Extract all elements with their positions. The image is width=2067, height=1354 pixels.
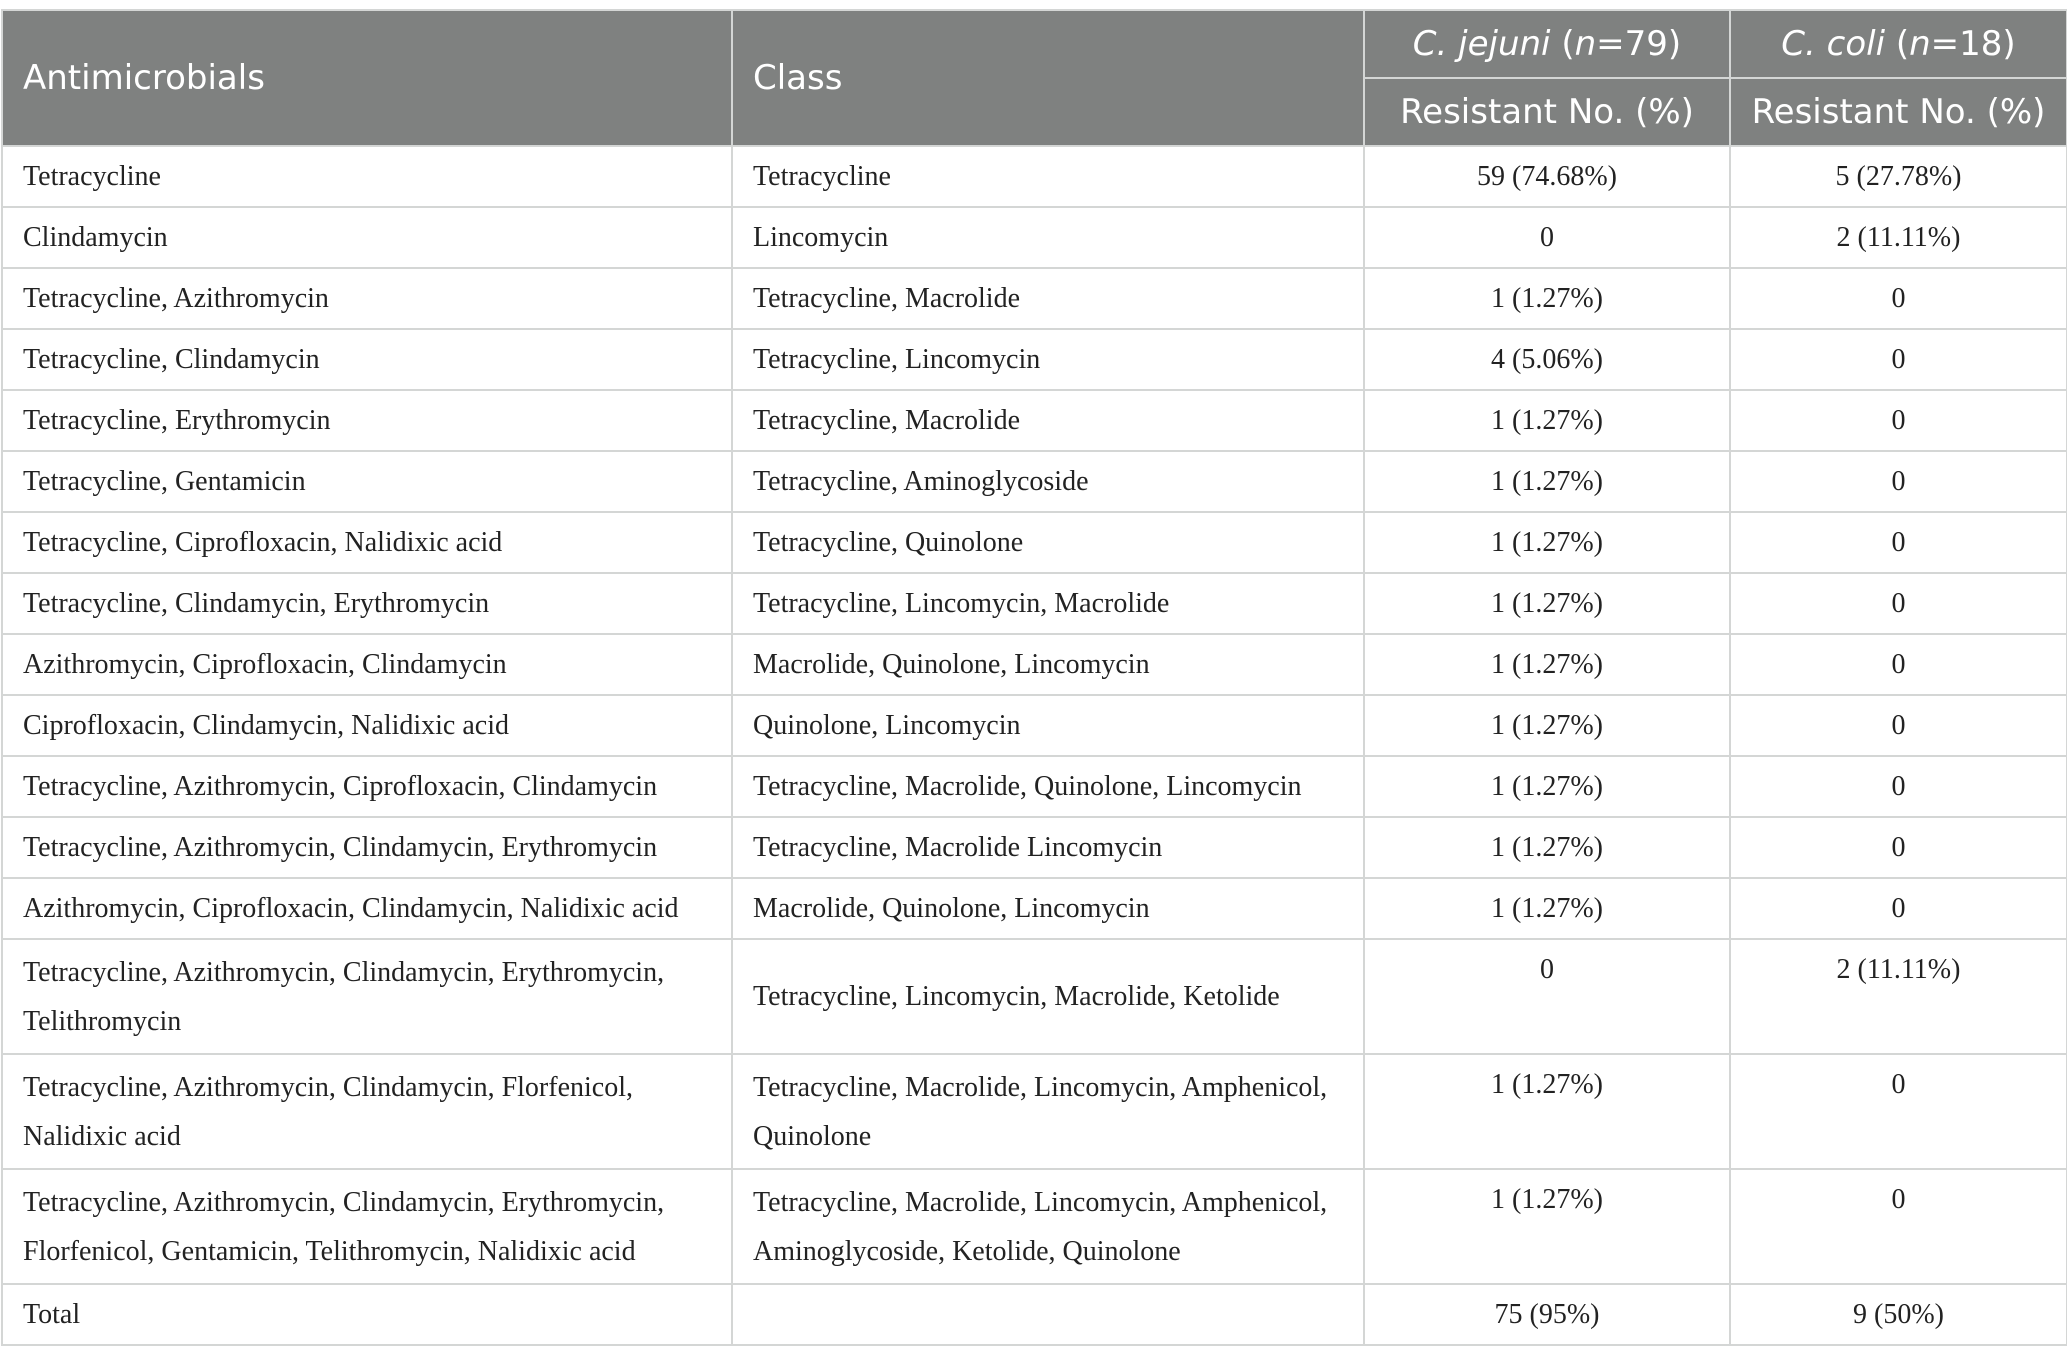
cell-cjejuni: 0 <box>1364 939 1730 1054</box>
cell-antimicrobials: Tetracycline, Gentamicin <box>2 451 732 512</box>
table-header <box>2 10 2067 146</box>
cell-cjejuni: 0 <box>1364 207 1730 268</box>
cell-antimicrobials: Tetracycline, Ciprofloxacin, Nalidixic acid <box>2 512 732 573</box>
cell-line: Tetracycline, Macrolide, Lincomycin, Amphenicol, <box>753 1186 1328 1218</box>
ccoli-species: C. coli <box>1781 24 1886 64</box>
cjejuni-n: n <box>1574 24 1597 64</box>
cell-antimicrobials: Tetracycline, Azithromycin, Clindamycin, Erythromycin <box>2 817 732 878</box>
cell-antimicrobials: Azithromycin, Ciprofloxacin, Clindamycin, Nalidixic acid <box>2 878 732 939</box>
cell-class <box>732 1169 1364 1284</box>
cell-antimicrobials: Tetracycline, Azithromycin, Ciprofloxacin, Clindamycin <box>2 756 732 817</box>
cell-ccoli: 0 <box>1730 512 2067 573</box>
total-row <box>2 1284 2067 1345</box>
table-row <box>2 695 2067 756</box>
cell-class: Tetracycline, Quinolone <box>732 512 1364 573</box>
cell-cjejuni: 1 (1.27%) <box>1364 1169 1730 1284</box>
cell-cjejuni-total: 75 (95%) <box>1364 1284 1730 1345</box>
ccoli-open: ( <box>1885 24 1910 64</box>
cell-ccoli: 0 <box>1730 268 2067 329</box>
cell-antimicrobials: Ciprofloxacin, Clindamycin, Nalidixic acid <box>2 695 732 756</box>
ccoli-n: n <box>1909 24 1931 64</box>
header-cjejuni <box>1364 10 1730 78</box>
cell-ccoli: 2 (11.11%) <box>1730 207 2067 268</box>
cell-cjejuni: 4 (5.06%) <box>1364 329 1730 390</box>
table-row <box>2 207 2067 268</box>
cell-class <box>732 939 1364 1054</box>
cell-antimicrobials <box>2 939 732 1054</box>
cell-ccoli: 5 (27.78%) <box>1730 146 2067 207</box>
table-body <box>2 146 2067 1345</box>
cell-antimicrobials <box>2 1169 732 1284</box>
table-row <box>2 329 2067 390</box>
cell-cjejuni: 1 (1.27%) <box>1364 878 1730 939</box>
table-row <box>2 512 2067 573</box>
cell-ccoli: 2 (11.11%) <box>1730 939 2067 1054</box>
resistance-table <box>1 9 2067 1346</box>
header-row <box>2 10 2067 78</box>
table-row <box>2 634 2067 695</box>
table-row <box>2 451 2067 512</box>
table-row <box>2 268 2067 329</box>
cell-class: Tetracycline, Lincomycin, Macrolide <box>732 573 1364 634</box>
header-ccoli <box>1730 10 2067 78</box>
table-row <box>2 878 2067 939</box>
cell-class: Quinolone, Lincomycin <box>732 695 1364 756</box>
cell-antimicrobials: Tetracycline, Clindamycin <box>2 329 732 390</box>
cell-ccoli: 0 <box>1730 878 2067 939</box>
table-row <box>2 1054 2067 1169</box>
cell-ccoli: 0 <box>1730 1054 2067 1169</box>
cell-class: Tetracycline, Macrolide, Quinolone, Lincomycin <box>732 756 1364 817</box>
cell-ccoli: 0 <box>1730 329 2067 390</box>
cell-class: Tetracycline, Macrolide <box>732 390 1364 451</box>
header-class: Class <box>732 10 1364 146</box>
cell-class: Lincomycin <box>732 207 1364 268</box>
cell-cjejuni: 1 (1.27%) <box>1364 268 1730 329</box>
cell-line: Tetracycline, Azithromycin, Clindamycin, Florfenicol, <box>23 1071 633 1103</box>
table-row <box>2 146 2067 207</box>
cell-line: Telithromycin <box>23 1005 182 1037</box>
cell-ccoli: 0 <box>1730 817 2067 878</box>
header-antimicrobials: Antimicrobials <box>2 10 732 146</box>
cell-antimicrobials: Tetracycline <box>2 146 732 207</box>
cell-class <box>732 1284 1364 1345</box>
cell-line: Tetracycline, Macrolide, Lincomycin, Amphenicol, <box>753 1071 1328 1103</box>
cell-cjejuni: 1 (1.27%) <box>1364 695 1730 756</box>
cell-antimicrobials: Clindamycin <box>2 207 732 268</box>
cell-ccoli: 0 <box>1730 634 2067 695</box>
header-ccoli-resistant: Resistant No. (%) <box>1730 78 2067 146</box>
cell-antimicrobials: Tetracycline, Clindamycin, Erythromycin <box>2 573 732 634</box>
cell-ccoli: 0 <box>1730 451 2067 512</box>
table-row <box>2 390 2067 451</box>
cell-ccoli: 0 <box>1730 695 2067 756</box>
cell-line: Quinolone <box>753 1120 872 1152</box>
cell-line: Nalidixic acid <box>23 1120 181 1152</box>
table-row <box>2 573 2067 634</box>
cell-class: Tetracycline <box>732 146 1364 207</box>
cell-total-label: Total <box>2 1284 732 1345</box>
cell-class: Tetracycline, Macrolide Lincomycin <box>732 817 1364 878</box>
cell-class <box>732 1054 1364 1169</box>
cell-cjejuni: 1 (1.27%) <box>1364 756 1730 817</box>
cell-ccoli: 0 <box>1730 756 2067 817</box>
header-cjejuni-resistant: Resistant No. (%) <box>1364 78 1730 146</box>
cell-line: Tetracycline, Lincomycin, Macrolide, Ketolide <box>753 981 1280 1012</box>
cell-line: Tetracycline, Azithromycin, Clindamycin, Erythromycin, <box>23 1186 665 1218</box>
cell-ccoli: 0 <box>1730 390 2067 451</box>
cell-cjejuni: 59 (74.68%) <box>1364 146 1730 207</box>
cell-antimicrobials: Azithromycin, Ciprofloxacin, Clindamycin <box>2 634 732 695</box>
cell-class: Tetracycline, Macrolide <box>732 268 1364 329</box>
table-row <box>2 817 2067 878</box>
cell-cjejuni: 1 (1.27%) <box>1364 634 1730 695</box>
cell-ccoli-total: 9 (50%) <box>1730 1284 2067 1345</box>
cell-cjejuni: 1 (1.27%) <box>1364 1054 1730 1169</box>
cell-class: Macrolide, Quinolone, Lincomycin <box>732 634 1364 695</box>
ccoli-count: =18) <box>1930 24 2016 64</box>
cell-cjejuni: 1 (1.27%) <box>1364 817 1730 878</box>
cell-class: Macrolide, Quinolone, Lincomycin <box>732 878 1364 939</box>
cell-ccoli: 0 <box>1730 573 2067 634</box>
cell-class: Tetracycline, Aminoglycoside <box>732 451 1364 512</box>
cell-cjejuni: 1 (1.27%) <box>1364 390 1730 451</box>
cell-cjejuni: 1 (1.27%) <box>1364 573 1730 634</box>
cell-line: Aminoglycoside, Ketolide, Quinolone <box>753 1235 1181 1267</box>
cjejuni-open: ( <box>1550 24 1575 64</box>
cell-antimicrobials: Tetracycline, Azithromycin <box>2 268 732 329</box>
cell-class: Tetracycline, Lincomycin <box>732 329 1364 390</box>
cjejuni-species: C. jejuni <box>1412 24 1551 64</box>
table-row <box>2 1169 2067 1284</box>
cell-antimicrobials: Tetracycline, Erythromycin <box>2 390 732 451</box>
table-row <box>2 756 2067 817</box>
cell-ccoli: 0 <box>1730 1169 2067 1284</box>
cell-line: Florfenicol, Gentamicin, Telithromycin, Nalidixic acid <box>23 1235 636 1267</box>
cell-cjejuni: 1 (1.27%) <box>1364 451 1730 512</box>
cjejuni-count: =79) <box>1596 24 1682 64</box>
cell-line: Tetracycline, Azithromycin, Clindamycin, Erythromycin, <box>23 956 665 988</box>
table-row <box>2 939 2067 1054</box>
cell-antimicrobials <box>2 1054 732 1169</box>
cell-cjejuni: 1 (1.27%) <box>1364 512 1730 573</box>
